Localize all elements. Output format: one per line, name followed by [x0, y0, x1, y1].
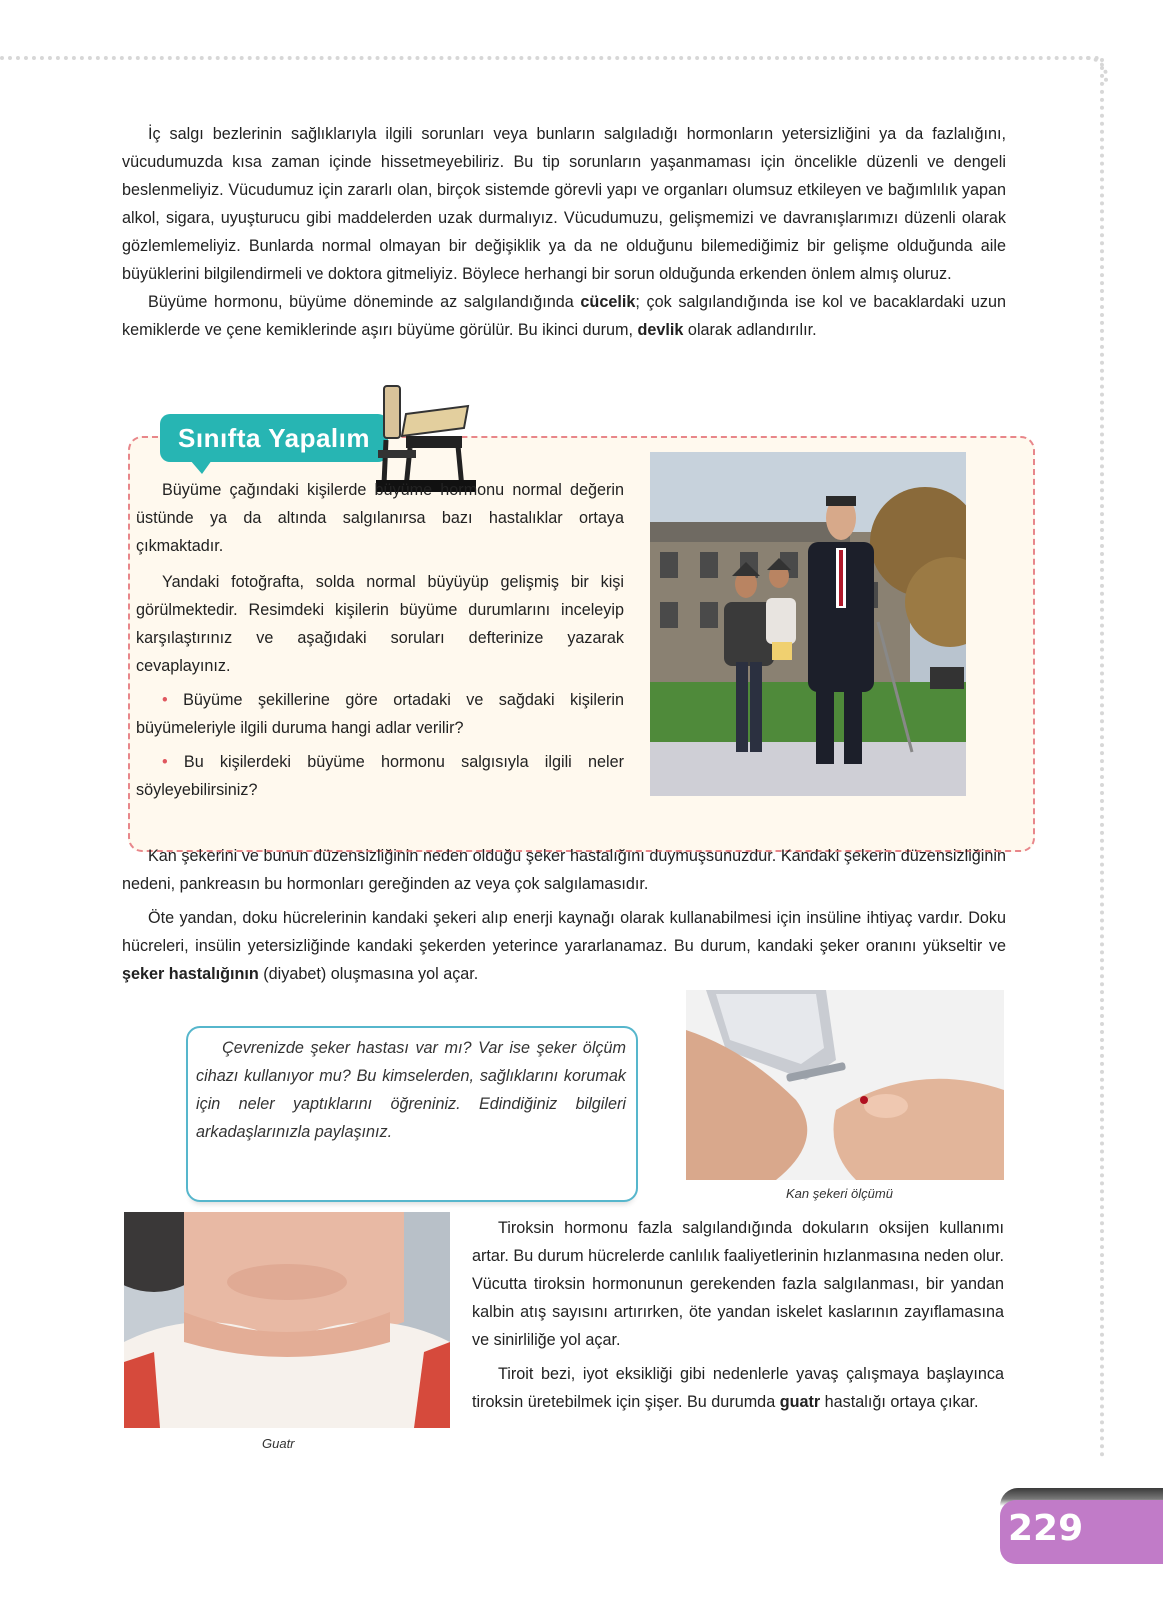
term-devlik: devlik	[637, 321, 684, 339]
intro-section	[122, 120, 1006, 344]
goiter-photo	[124, 1212, 450, 1428]
intro-paragraph-1: İç salgı bezlerinin sağlıklarıyla ilgili sorunları veya bunların salgıladığı hormonların yetersizliğini ya da fazlalığını, vücudumuzda kısa zaman içinde hissetmeyebiliriz. Bu tip sorunların yaşanmaması için öncelikle düzenli ve dengeli beslenmeliyiz. Vücudumuz için zararlı olan, birçok sistemde görevli yapı ve organları olumsuz etkileyen ve bağımlılık yapan alkol, sigara, uyuşturucu gibi maddelerden uzak durmalıyız. Vücudumuzu, gelişmemizi ve davranışlarımızı düzenli olarak gözlemlemeliyiz. Bunlarda normal olmayan bir değişiklik ya da ne olduğunu bilemediğimiz bir gelişme olduğunda aile büyüklerini bilgilendirmeli ve doktora gitmeliyiz. Böylece herhangi bir sorun olduğunda erkenden önlem almış oluruz.	[122, 125, 1006, 283]
activity-badge: Sınıfta Yapalım	[160, 414, 388, 462]
blood-sugar-photo	[686, 990, 1004, 1180]
activity-text	[136, 476, 624, 804]
activity-paragraph-2: Yandaki fotoğrafta, solda normal büyüyüp gelişmiş bir kişi görülmektedir. Resimdeki kişilerin büyüme durumlarını inceleyip karşılaştırınız ve aşağıdaki soruları defterinize yazarak cevaplayınız.	[136, 573, 624, 675]
term-cucelik: cücelik	[580, 293, 636, 311]
thyroid-paragraph-2: Tiroit bezi, iyot eksikliği gibi nedenlerle yavaş çalışmaya başlayınca tiroksin üretebilmek için şişer. Bu durumda guatr hastalığı ortaya çıkar.	[472, 1365, 1004, 1411]
activity-question-1: • Büyüme şekillerine göre ortadaki ve sağdaki kişilerin büyümeleriyle ilgili duruma hangi adlar verilir?	[136, 691, 624, 737]
growth-photo	[650, 452, 966, 796]
bullet-icon: •	[162, 753, 184, 771]
top-dotted-border	[0, 56, 1100, 60]
caption-goiter: Guatr	[262, 1436, 295, 1451]
note-text: Çevrenizde şeker hastası var mı? Var ise şeker ölçüm cihazı kullanıyor mu? Bu kimselerden, sağlıklarını korumak için neler yaptıklarını öğreniniz. Edindiğiniz bilgileri arkadaşlarınızla paylaşınız.	[196, 1039, 626, 1141]
bullet-icon: •	[162, 691, 184, 709]
badge-tail	[190, 460, 212, 474]
intro-paragraph-2: Büyüme hormonu, büyüme döneminde az salgılandığında cücelik; çok salgılandığında ise kol ve bacaklardaki uzun kemiklerde ve çene kemiklerinde aşırı büyüme görülür. Bu ikinci durum, devlik olarak adlandırılır.	[122, 293, 1007, 339]
page-number: 229	[1008, 1508, 1084, 1549]
caption-blood-sugar: Kan şekeri ölçümü	[786, 1186, 893, 1201]
thyroid-paragraph-1: Tiroksin hormonu fazla salgılandığında dokuların oksijen kullanımı artar. Bu durum hücrelerde canlılık faaliyetlerinin hızlanmasına neden olur. Vücutta tiroksin hormonunun gerekenden fazla salgılanması, bir yandan kalbin atış sayısını artırırken, öte yandan iskelet kaslarının zayıflamasına ve sinirliliğe yol açar.	[472, 1219, 1004, 1349]
diabetes-paragraph-1: Kan şekerini ve bunun düzensizliğinin neden olduğu şeker hastalığını duymuşsunuzdur. Kandaki şekerin düzensizliğinin nedeni, pankreasın bu hormonları gereğinden az veya çok salgılamasıdır.	[122, 847, 1006, 893]
term-guatr: guatr	[779, 1393, 821, 1411]
activity-question-2: • Bu kişilerdeki büyüme hormonu salgısıyla ilgili neler söyleyebilirsiniz?	[136, 753, 624, 799]
diabetes-paragraph-2: Öte yandan, doku hücrelerinin kandaki şekeri alıp enerji kaynağı olarak kullanabilmesi için insüline ihtiyaç vardır. Doku hücreleri, insülin yetersizliğinde kandaki şekerden yeterince yararlanamaz. Bu durum, kandaki şeker oranını yükseltir ve şeker hastalığının (diyabet) oluşmasına yol açar.	[122, 909, 1006, 983]
right-dotted-border	[1100, 58, 1104, 1458]
term-seker-hastaligi: şeker hastalığının	[122, 965, 259, 983]
thyroid-section	[472, 1214, 1004, 1416]
diabetes-section	[122, 842, 1006, 988]
activity-paragraph-1: Büyüme çağındaki kişilerde büyüme hormonu normal değerin üstünde ya da altında salgılanırsa bazı hastalıklar ortaya çıkmaktadır.	[136, 481, 624, 555]
